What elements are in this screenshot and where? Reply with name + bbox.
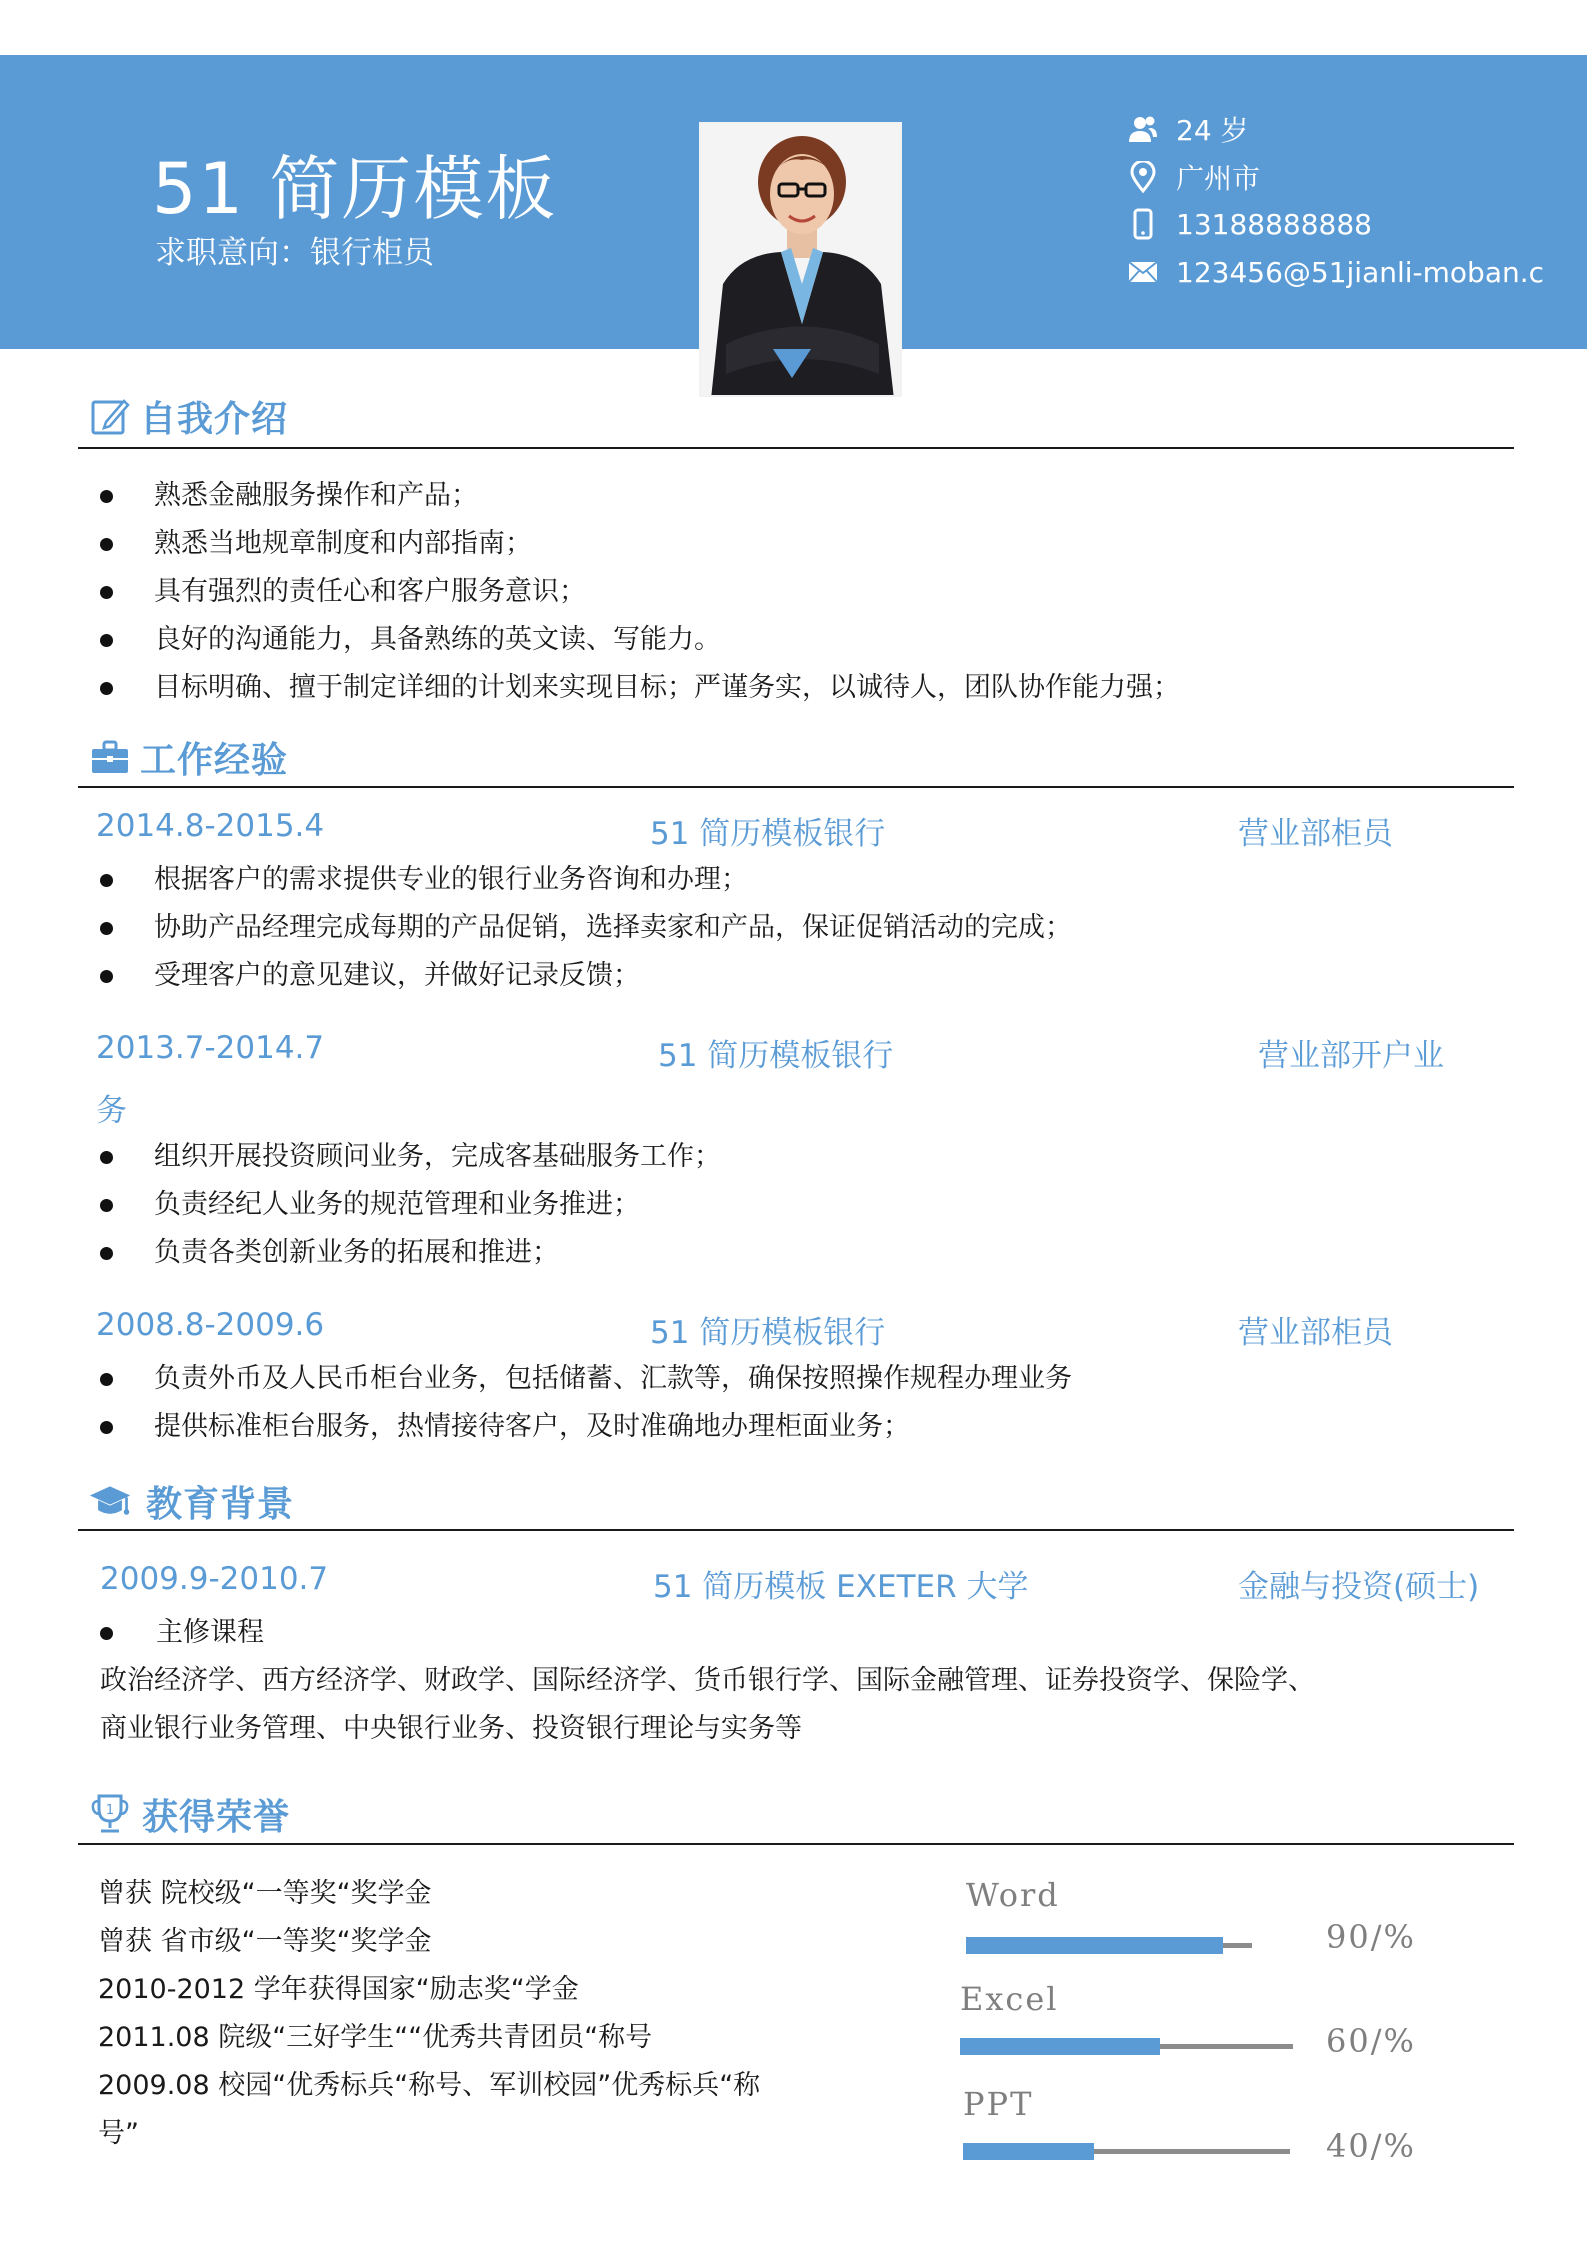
briefcase-icon (88, 735, 132, 779)
honor-item: 曾获 省市级“一等奖“奖学金 (98, 1926, 432, 1957)
trophy-icon (88, 1792, 132, 1836)
edu-period: 2009.9-2010.7 (100, 1561, 329, 1597)
honor-item: 2009.08 校园“优秀标兵“称号、军训校园”优秀标兵“称 (98, 2070, 761, 2101)
honor-item: 号” (98, 2118, 139, 2149)
honor-item: 2011.08 院级“三好学生““优秀共青团员“称号 (98, 2022, 653, 2053)
section-work-rule (78, 786, 1514, 788)
job-period: 2008.8-2009.6 (96, 1307, 325, 1343)
job-duties (98, 1133, 721, 1277)
header-pointer (773, 349, 811, 378)
skill-bar-fill (966, 1937, 1223, 1954)
honor-item: 曾获 院校级“一等奖“奖学金 (98, 1878, 432, 1909)
job-period: 2013.7-2014.7 (96, 1030, 325, 1066)
skill-bar-fill (960, 2038, 1160, 2055)
edu-courses-line: 商业银行业务管理、中央银行业务、投资银行理论与实务等 (100, 1713, 802, 1744)
skill-bar-fill (963, 2143, 1094, 2160)
list-item: 具有强烈的责任心和客户服务意识； (98, 568, 1180, 616)
edu-courses-line: 政治经济学、西方经济学、财政学、国际经济学、货币银行学、国际金融管理、证券投资学、保险学、 (100, 1665, 1315, 1696)
list-item: 协助产品经理完成每期的产品促销，选择卖家和产品，保证促销活动的完成； (98, 904, 1072, 952)
list-item: 负责外币及人民币柜台业务，包括储蓄、汇款等，确保按照操作规程办理业务 (98, 1355, 1072, 1403)
location-pin-icon (1126, 160, 1160, 194)
mobile-phone-icon (1126, 207, 1160, 241)
list-item: 负责各类创新业务的拓展和推进； (98, 1229, 721, 1277)
section-education-heading: 教育背景 (88, 1476, 294, 1526)
list-item: 熟悉当地规章制度和内部指南； (98, 520, 1180, 568)
edu-degree: 金融与投资(硕士) (1238, 1569, 1480, 1605)
job-period: 2014.8-2015.4 (96, 808, 325, 844)
edu-school: 51 简历模板 EXETER 大学 (653, 1569, 1029, 1605)
section-work-heading: 工作经验 (88, 732, 288, 782)
contact-location: 广州市 (1126, 155, 1260, 199)
header-banner (0, 55, 1587, 349)
job-position: 营业部柜员 (1238, 816, 1393, 852)
resume-name: 51 简历模板 (152, 148, 558, 230)
job-position: 营业部开户业 (1258, 1038, 1444, 1074)
list-item: 目标明确、擅于制定详细的计划来实现目标；严谨务实，以诚待人，团队协作能力强； (98, 664, 1180, 712)
section-about-heading: 自我介绍 (88, 391, 288, 441)
skill-percent: 60/% (1326, 2022, 1416, 2060)
job-company: 51 简历模板银行 (650, 816, 886, 852)
svg-text:1: 1 (105, 1803, 115, 1818)
section-honors-heading: 1 获得荣誉 (88, 1789, 290, 1839)
user-icon (1126, 112, 1160, 146)
list-item: 根据客户的需求提供专业的银行业务咨询和办理； (98, 856, 1072, 904)
skill-percent: 40/% (1326, 2127, 1416, 2165)
about-list (98, 472, 1180, 712)
job-position-wrap: 务 (96, 1093, 127, 1129)
job-position: 营业部柜员 (1238, 1315, 1393, 1351)
mail-icon (1126, 255, 1160, 289)
job-intent: 求职意向：银行柜员 (155, 235, 434, 271)
skill-name: Word (966, 1876, 1060, 1914)
job-company: 51 简历模板银行 (650, 1315, 886, 1351)
job-duties (98, 856, 1072, 1000)
list-item: 良好的沟通能力，具备熟练的英文读、写能力。 (98, 616, 1180, 664)
section-about-rule (78, 447, 1514, 449)
contact-phone[interactable]: 13188888888 (1126, 202, 1372, 246)
edit-note-icon (88, 394, 132, 438)
graduation-cap-icon (88, 1479, 132, 1523)
list-item: 负责经纪人业务的规范管理和业务推进； (98, 1181, 721, 1229)
edu-courses-heading (98, 1609, 264, 1657)
list-item: 组织开展投资顾问业务，完成客基础服务工作； (98, 1133, 721, 1181)
contact-email[interactable]: 123456@51jianli-moban.c (1126, 250, 1544, 294)
job-company: 51 简历模板银行 (658, 1038, 894, 1074)
skill-name: PPT (963, 2085, 1034, 2123)
honor-item: 2010-2012 学年获得国家“励志奖“学金 (98, 1974, 579, 2005)
skill-name: Excel (960, 1980, 1059, 2018)
contact-age: 24 岁 (1126, 107, 1249, 151)
list-item: 提供标准柜台服务，热情接待客户，及时准确地办理柜面业务； (98, 1403, 1072, 1451)
list-item: 受理客户的意见建议，并做好记录反馈； (98, 952, 1072, 1000)
section-honors-rule (78, 1843, 1514, 1845)
section-education-rule (78, 1529, 1514, 1531)
job-duties (98, 1355, 1072, 1451)
list-item: 主修课程 (98, 1609, 264, 1657)
list-item: 熟悉金融服务操作和产品； (98, 472, 1180, 520)
skill-percent: 90/% (1326, 1918, 1416, 1956)
